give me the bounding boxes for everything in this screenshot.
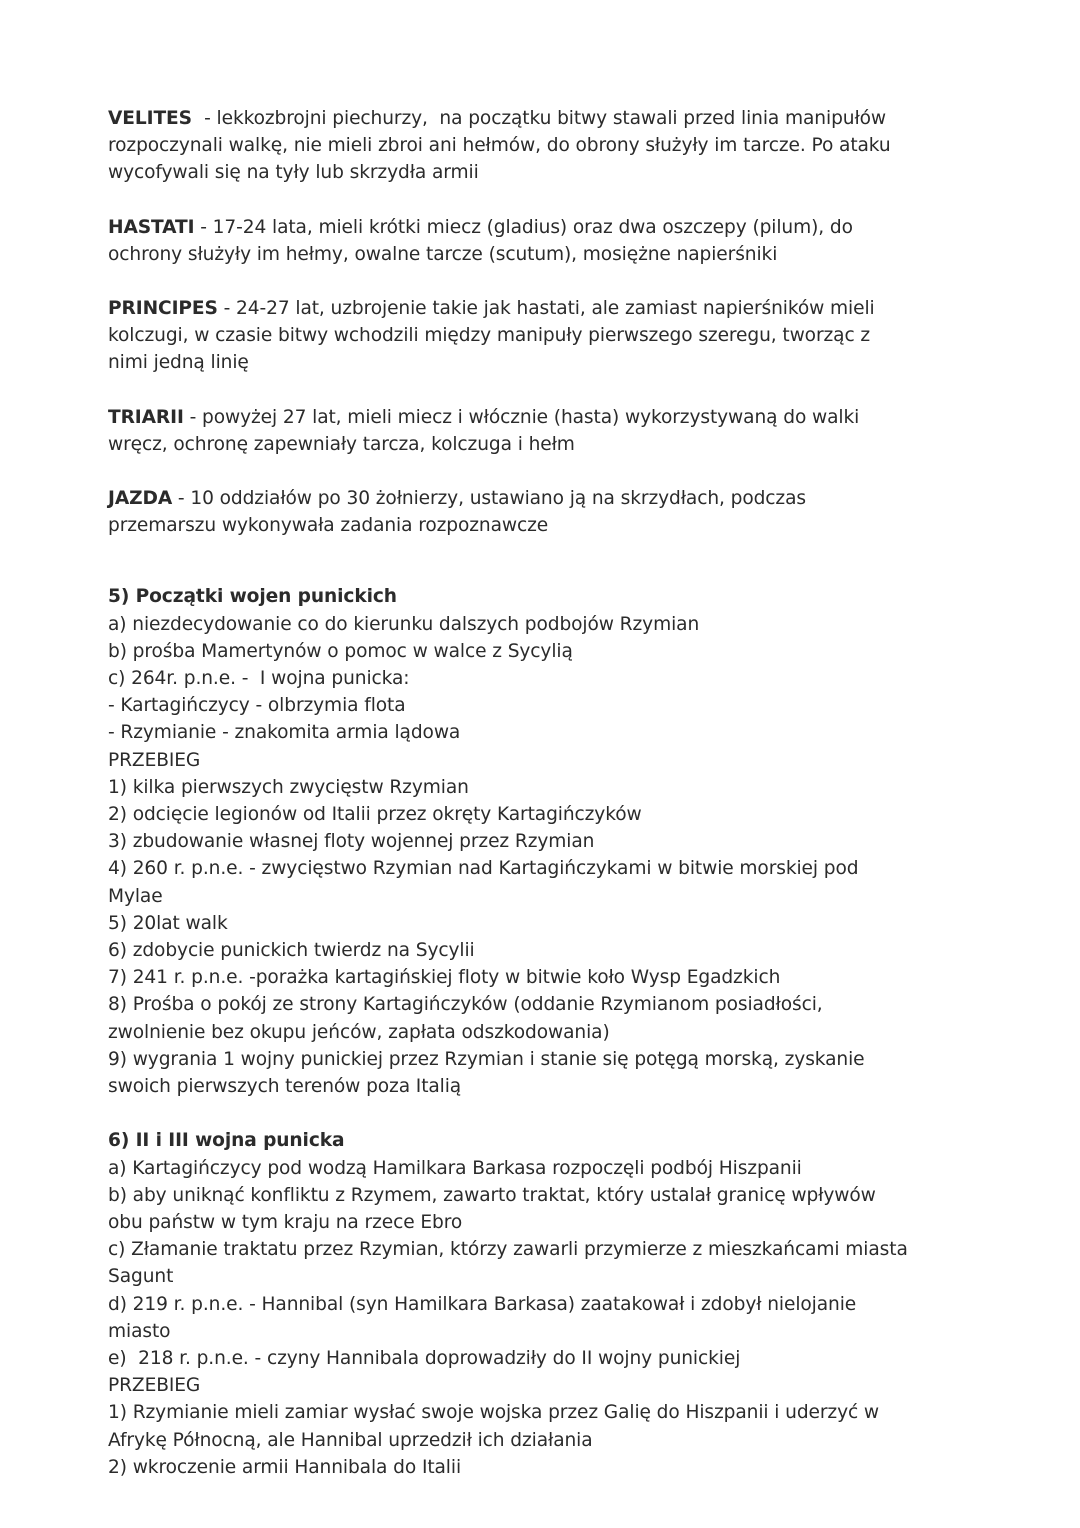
text-line: 6) zdobycie punickich twierdz na Sycylii <box>108 940 475 962</box>
section-body <box>108 1155 908 1481</box>
unit-line: ochrony służyły im hełmy, owalne tarcze (scutum), mosiężne napierśniki <box>108 243 778 265</box>
unit-line: wręcz, ochronę zapewniały tarcza, kolczuga i hełm <box>108 433 575 455</box>
text-line: 7) 241 r. p.n.e. -porażka kartagińskiej floty w bitwie koło Wysp Egadzkich <box>108 967 781 989</box>
unit-line: rozpoczynali walkę, nie mieli zbroi ani hełmów, do obrony służyły im tarcze. Po ataku <box>108 135 891 157</box>
text-line: a) niezdecydowanie co do kierunku dalszych podbojów Rzymian <box>108 613 700 635</box>
text-line: miasto <box>108 1320 171 1342</box>
text-line: d) 219 r. p.n.e. - Hannibal (syn Hamilkara Barkasa) zaatakował i zdobył nielojanie <box>108 1293 857 1315</box>
unit-line: kolczugi, w czasie bitwy wchodzili między manipuły pierwszego szeregu, tworząc z <box>108 325 871 347</box>
text-line: PRZEBIEG <box>108 749 201 771</box>
text-line: 9) wygrania 1 wojny punickiej przez Rzymian i stanie się potęgą morską, zyskanie <box>108 1048 865 1070</box>
unit-term: TRIARII <box>108 406 184 428</box>
text-line: 3) zbudowanie własnej floty wojennej przez Rzymian <box>108 831 595 853</box>
section-heading: 6) II i III wojna punicka <box>108 1130 345 1152</box>
text-line: obu państw w tym kraju na rzece Ebro <box>108 1211 463 1233</box>
text-line: 4) 260 r. p.n.e. - zwycięstwo Rzymian nad Kartagińczykami w bitwie morskiej pod <box>108 858 859 880</box>
unit-triarii <box>108 404 908 458</box>
text-line: Afrykę Północną, ale Hannibal uprzedził ich działania <box>108 1429 593 1451</box>
text-line: a) Kartagińczycy pod wodzą Hamilkara Barkasa rozpoczęli podbój Hiszpanii <box>108 1157 802 1179</box>
section-punic-wars-beginnings <box>108 583 908 1100</box>
text-line: 1) Rzymianie mieli zamiar wysłać swoje wojska przez Galię do Hiszpanii i uderzyć w <box>108 1402 880 1424</box>
text-line: 5) 20lat walk <box>108 912 228 934</box>
unit-line: nimi jedną linię <box>108 352 249 374</box>
unit-line: PRINCIPES - 24-27 lat, uzbrojenie takie jak hastati, ale zamiast napierśników mieli <box>108 298 875 320</box>
section-heading: 5) Początki wojen punickich <box>108 586 397 608</box>
text-line: 2) odcięcie legionów od Italii przez okręty Kartagińczyków <box>108 804 642 826</box>
unit-line: TRIARII - powyżej 27 lat, mieli miecz i włócznie (hasta) wykorzystywaną do walki <box>108 406 860 428</box>
unit-principes <box>108 295 908 377</box>
text-line: Mylae <box>108 885 163 907</box>
text-line: c) 264r. p.n.e. - I wojna punicka: <box>108 668 410 690</box>
section-body <box>108 611 908 1101</box>
text-line: Sagunt <box>108 1266 174 1288</box>
text-line: c) Złamanie traktatu przez Rzymian, którzy zawarli przymierze z mieszkańcami miasta <box>108 1239 908 1261</box>
text-line: PRZEBIEG <box>108 1375 201 1397</box>
unit-jazda <box>108 485 908 539</box>
unit-term: HASTATI <box>108 216 195 238</box>
text-line: 8) Prośba o pokój ze strony Kartagińczyków (oddanie Rzymianom posiadłości, <box>108 994 823 1016</box>
unit-line: przemarszu wykonywała zadania rozpoznawcze <box>108 515 549 537</box>
text-line: - Kartagińczycy - olbrzymia flota <box>108 695 406 717</box>
unit-definitions <box>108 105 908 539</box>
text-line: 2) wkroczenie armii Hannibala do Italii <box>108 1456 462 1478</box>
unit-line: HASTATI - 17-24 lata, mieli krótki miecz (gladius) oraz dwa oszczepy (pilum), do <box>108 216 853 238</box>
text-line: - Rzymianie - znakomita armia lądowa <box>108 722 461 744</box>
text-line: swoich pierwszych terenów poza Italią <box>108 1076 462 1098</box>
text-line: e) 218 r. p.n.e. - czyny Hannibala doprowadziły do II wojny punickiej <box>108 1347 741 1369</box>
unit-line: VELITES - lekkozbrojni piechurzy, na początku bitwy stawali przed linia manipułów <box>108 108 887 129</box>
text-line: b) prośba Mamertynów o pomoc w walce z Sycylią <box>108 640 573 662</box>
unit-term: VELITES <box>108 108 199 129</box>
text-line: 1) kilka pierwszych zwycięstw Rzymian <box>108 776 469 798</box>
unit-line: JAZDA - 10 oddziałów po 30 żołnierzy, ustawiano ją na skrzydłach, podczas <box>108 488 806 510</box>
unit-hastati <box>108 214 908 268</box>
unit-velites <box>108 105 908 187</box>
unit-term: JAZDA <box>108 488 173 510</box>
text-line: zwolnienie bez okupu jeńców, zapłata odszkodowania) <box>108 1021 610 1043</box>
unit-term: PRINCIPES <box>108 298 218 320</box>
text-line: b) aby uniknąć konfliktu z Rzymem, zawarto traktat, który ustalał granicę wpływów <box>108 1184 876 1206</box>
section-second-third-punic-war <box>108 1127 908 1481</box>
unit-line: wycofywali się na tyły lub skrzydła armii <box>108 162 479 184</box>
document-page <box>108 105 908 1481</box>
